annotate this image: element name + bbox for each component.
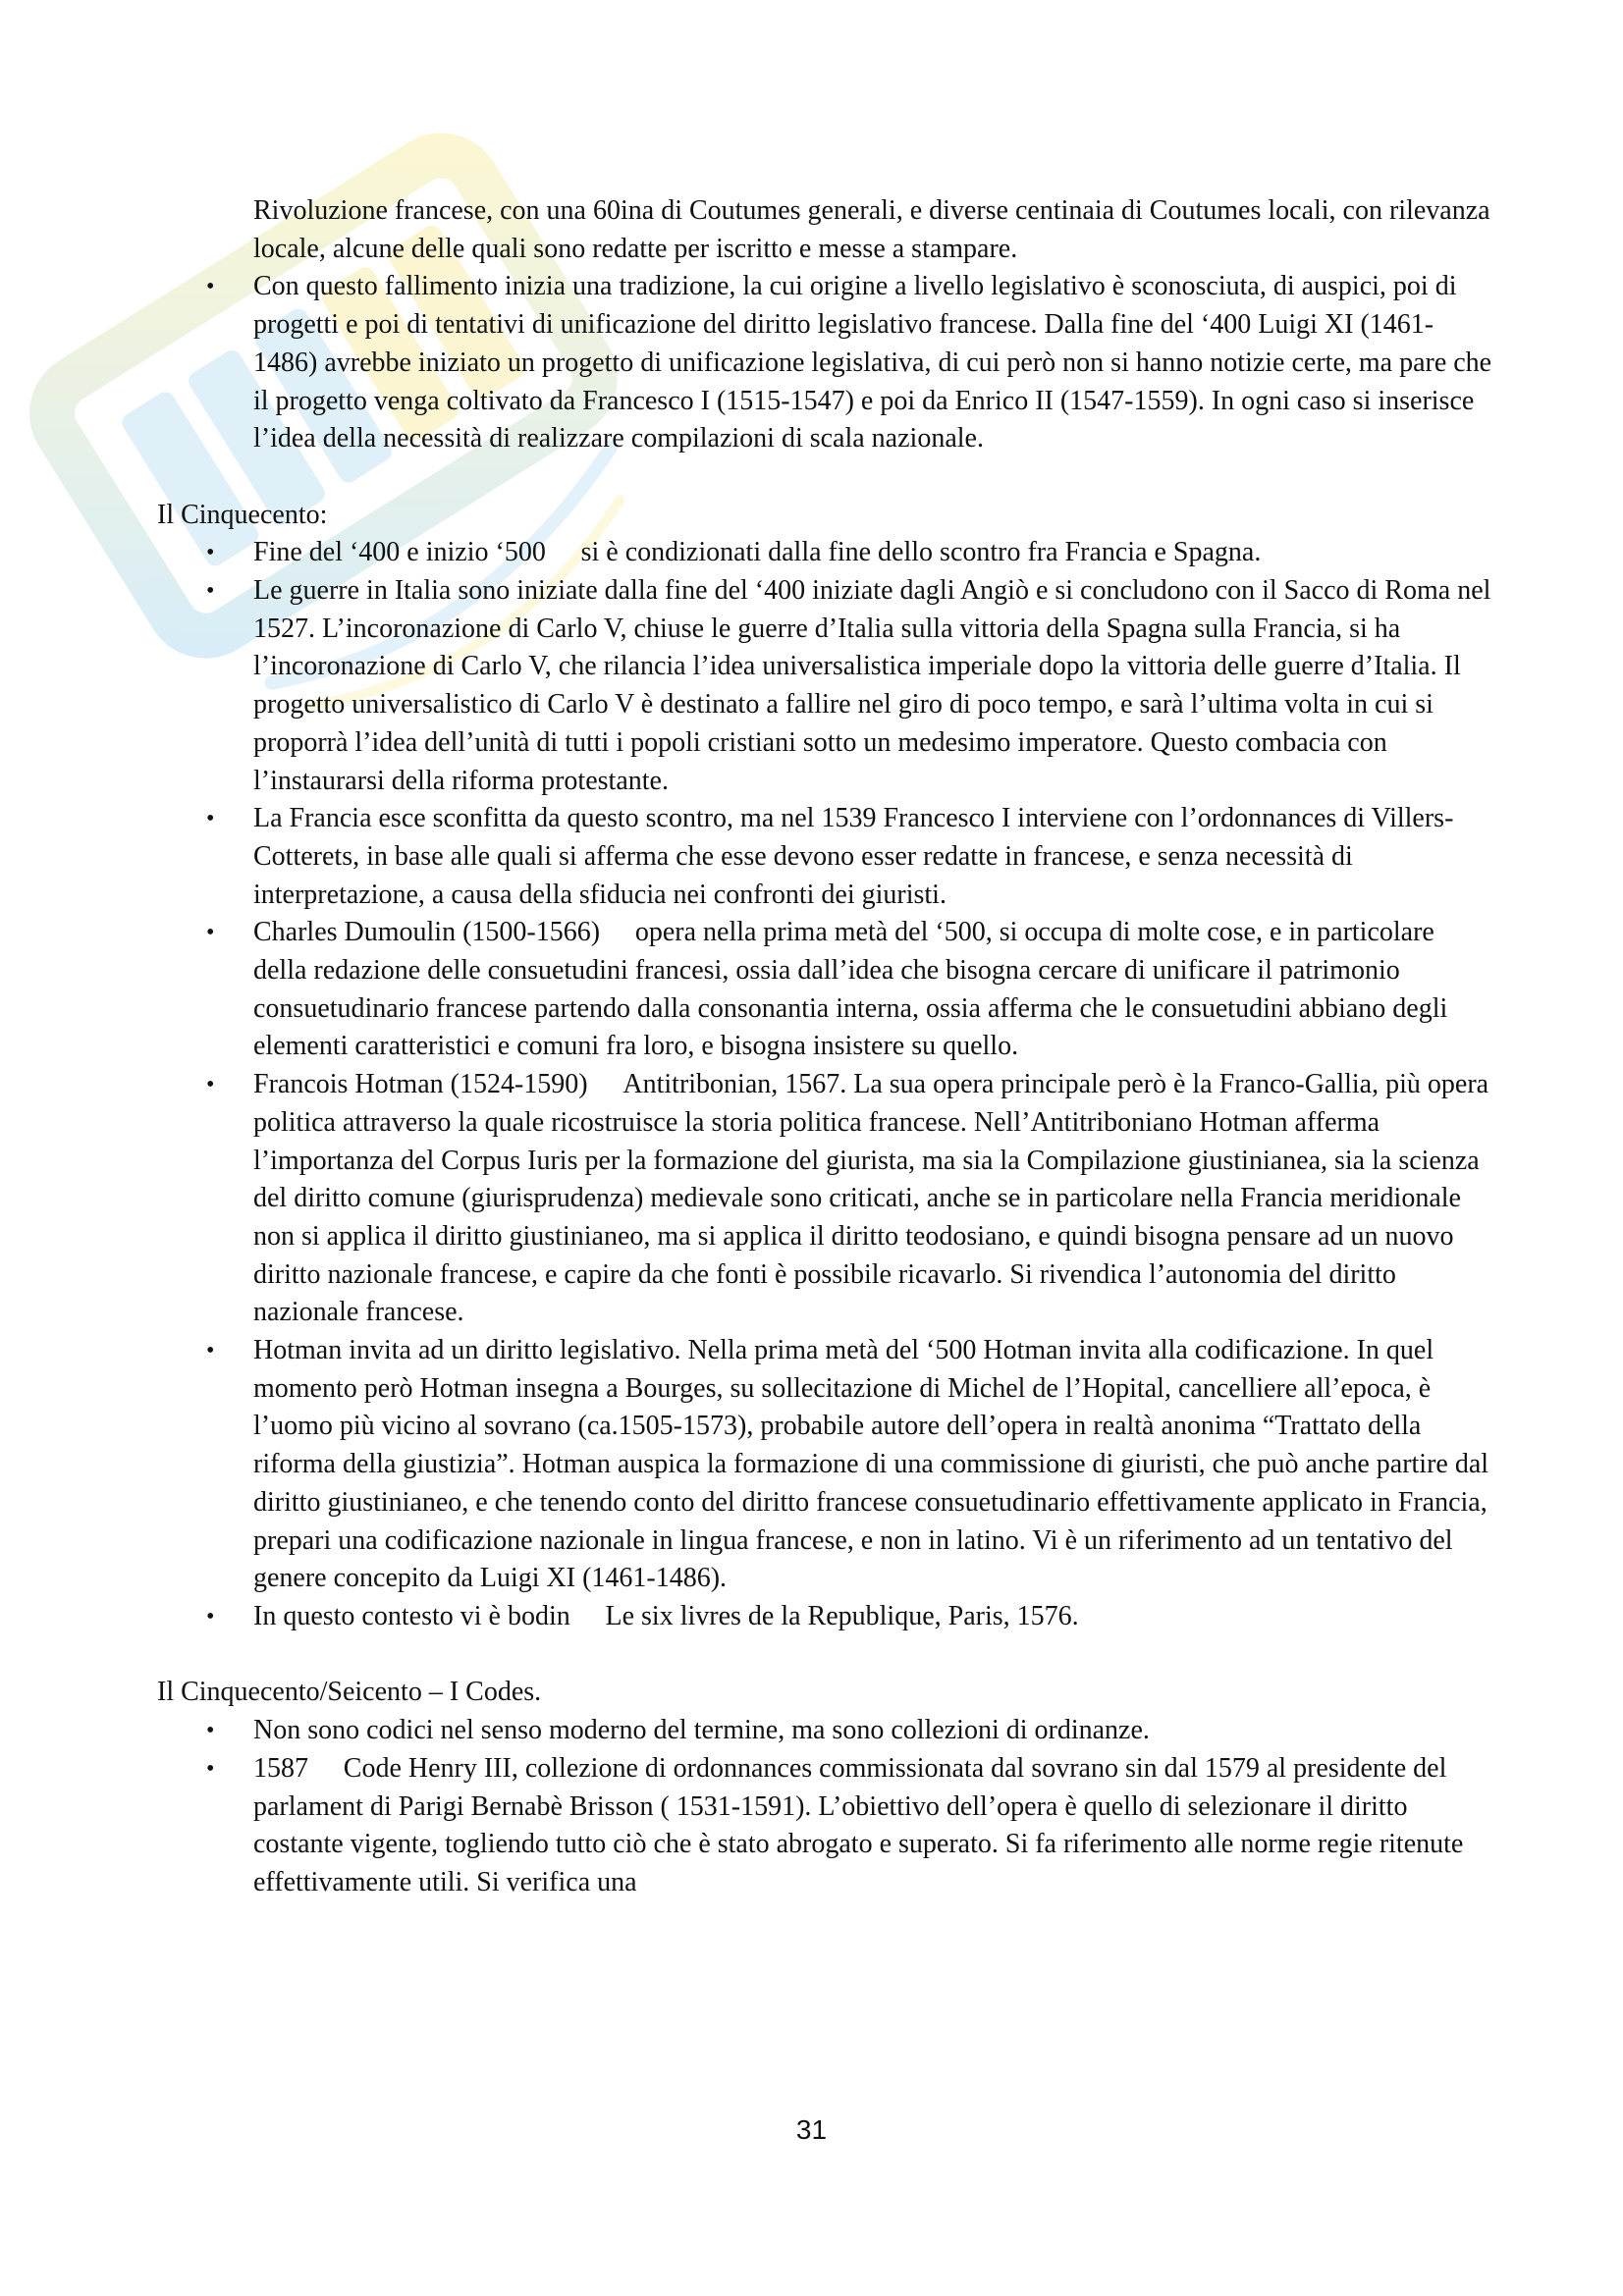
document-body	[157, 192, 1492, 1902]
bullet-icon: •	[206, 806, 215, 832]
bullet-icon: •	[206, 1338, 215, 1364]
section-heading-cinquecento: Il Cinquecento:	[157, 499, 328, 530]
list-item: • Le guerre in Italia sono iniziate dalla fine del ‘400 iniziate dagli Angiò e si concludono con il Sacco di Roma nel 1527. L’incoronazione di Carlo V, chiuse le guerre d’Italia sulla vittoria della Spagna sulla Francia, si ha l’incoronazione di Carlo V, che rilancia l’idea universalistica imperiale dopo la vittoria delle guerre d’Italia. Il progetto universalistico di Carlo V è destinato a fallire nel giro di poco tempo, e sarà l’ultima volta in cui si proporrà l’idea dell’unità di tutti i popoli cristiani sotto un medesimo imperatore. Questo combacia con l’instaurarsi della riforma protestante.	[157, 572, 1492, 800]
bullet-icon: •	[206, 578, 215, 605]
section-heading-codes: Il Cinquecento/Seicento – I Codes.	[157, 1677, 542, 1708]
list-item: • Con questo fallimento inizia una tradizione, la cui origine a livello legislativo è sconosciuta, di auspici, poi di progetti e poi di tentativi di unificazione del diritto legislativo francese. Dalla fine del ‘400 Luigi XI (1461-1486) avrebbe iniziato un progetto di unificazione legislativa, di cui però non si hanno notizie certe, ma pare che il progetto venga coltivato da Francesco I (1515-1547) e poi da Enrico II (1547-1559). In ogni caso si inserisce l’idea della necessità di realizzare compilazioni di scala nazionale.	[157, 268, 1492, 458]
page-number: 31	[795, 2114, 828, 2145]
bullet-list-2	[157, 534, 1492, 1635]
bullet-icon: •	[206, 1072, 215, 1098]
bullet-icon: •	[206, 1755, 215, 1782]
bullet-icon: •	[206, 920, 215, 946]
bullet-icon: •	[206, 1604, 215, 1629]
list-item: • Francois Hotman (1524-1590) Antitribonian, 1567. La sua opera principale però è la Franco-Gallia, più opera politica attraverso la quale ricostruisce la storia politica francese. Nell’Antitriboniano Hotman afferma l’importanza del Corpus Iuris per la formazione del giurista, ma sia la Compilazione giustinianea, sia la scienza del diritto comune (giurisprudenza) medievale sono criticati, anche se in particolare nella Francia meridionale non si applica il diritto giustinianeo, ma si applica il diritto teodosiano, e quindi bisogna pensare ad un nuovo diritto nazionale francese, e capire da che fonti è possibile ricavarlo. Si rivendica l’autonomia del diritto nazionale francese.	[157, 1066, 1492, 1332]
list-item: • Charles Dumoulin (1500-1566) opera nella prima metà del ‘500, si occupa di molte cose, e in particolare della redazione delle consuetudini francesi, ossia dall’idea che bisogna cercare di unificare il patrimonio consuetudinario francese partendo dalla consonantia interna, ossia afferma che le consuetudini abbiano degli elementi caratteristici e comuni fra loro, e bisogna insistere su quello.	[157, 914, 1492, 1066]
bullet-icon: •	[206, 274, 215, 300]
list-item: • 1587 Code Henry III, collezione di ordonnances commissionata dal sovrano sin dal 1579 al presidente del parlament di Parigi Bernabè Brisson ( 1531-1591). L’obiettivo dell’opera è quello di selezionare il diritto costante vigente, togliendo tutto ciò che è stato abrogato e superato. Si fa riferimento alle norme regie ritenute effettivamente utili. Si verifica una	[157, 1750, 1492, 1902]
list-item: • Hotman invita ad un diritto legislativo. Nella prima metà del ‘500 Hotman invita alla codificazione. In quel momento però Hotman insegna a Bourges, su sollecitazione di Michel de l’Hopital, cancelliere all’epoca, è l’uomo più vicino al sovrano (ca.1505-1573), probabile autore dell’opera in realtà anonima “Trattato della riforma della giustizia”. Hotman auspica la formazione di una commissione di giuristi, che può anche partire dal diritto giustinianeo, e che tenendo conto del diritto francese consuetudinario effettivamente applicato in Francia, prepari una codificazione nazionale in lingua francese, e non in latino. Vi è un riferimento ad un tentativo del genere concepito da Luigi XI (1461-1486).	[157, 1332, 1492, 1598]
bullet-icon: •	[206, 540, 215, 566]
bullet-list-1	[157, 268, 1492, 458]
list-item: • La Francia esce sconfitta da questo scontro, ma nel 1539 Francesco I interviene con l’ordonnances di Villers-Cotterets, in base alle quali si afferma che esse devono esser redatte in francese, e senza necessità di interpretazione, a causa della sfiducia nei confronti dei giuristi.	[157, 800, 1492, 914]
list-item: • Fine del ‘400 e inizio ‘500 si è condizionati dalla fine dello scontro fra Francia e Spagna.	[157, 534, 1492, 572]
bullet-icon: •	[206, 1718, 215, 1744]
bullet-list-3	[157, 1712, 1492, 1902]
list-item: • Non sono codici nel senso moderno del termine, ma sono collezioni di ordinanze.	[157, 1712, 1492, 1750]
continuation-paragraph: Rivoluzione francese, con una 60ina di Coutumes generali, e diverse centinaia di Coutumes locali, con rilevanza locale, alcune delle quali sono redatte per iscritto e messe a stampare.	[253, 195, 1490, 264]
list-item: • In questo contesto vi è bodin Le six livres de la Republique, Paris, 1576.	[157, 1598, 1492, 1636]
